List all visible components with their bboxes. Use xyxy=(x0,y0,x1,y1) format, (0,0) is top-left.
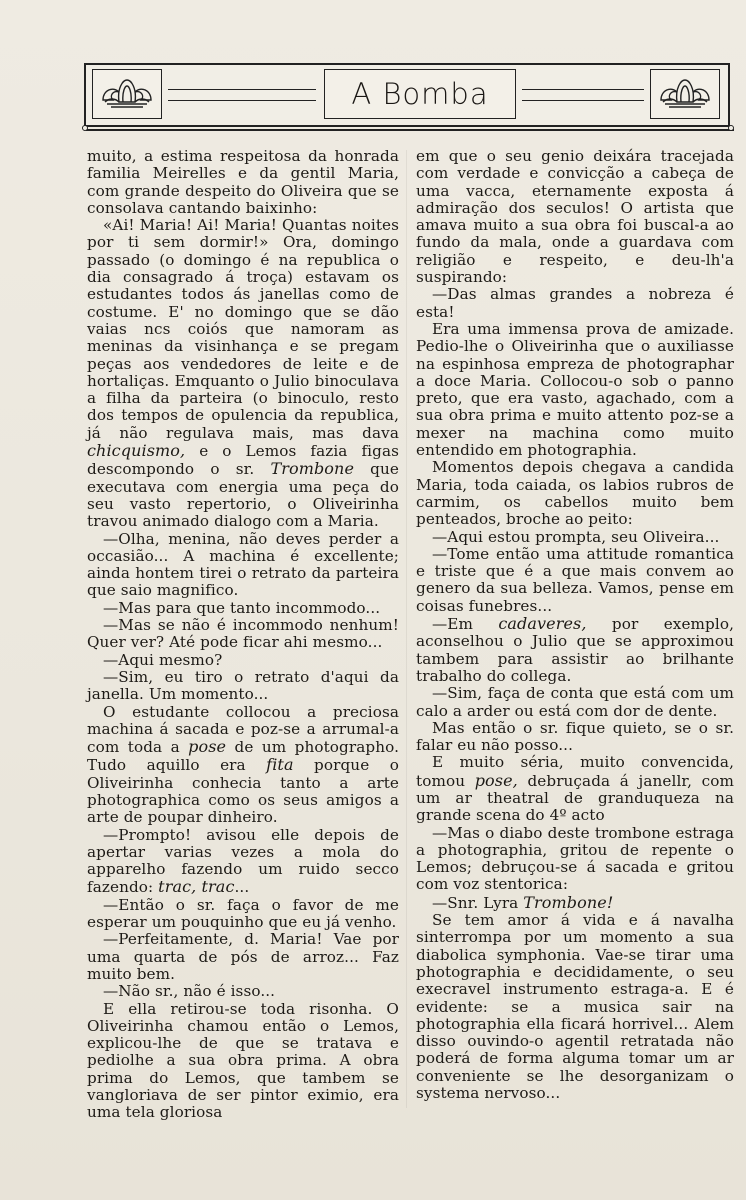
right-rule-bars xyxy=(522,89,644,101)
paragraph xyxy=(87,669,399,704)
column-gutter xyxy=(406,150,407,1108)
right-ornament-box xyxy=(650,69,720,119)
text-run: —Tome então uma attitude romantica e triste que é a que mais convem ao genero da sua belleza. Vamos, pense em coisas funebres... xyxy=(416,544,734,615)
masthead-left-dot xyxy=(82,125,88,131)
masthead-underline xyxy=(86,129,734,131)
italic-phrase: Trombone xyxy=(270,459,355,479)
text-run: e o Lemos fazia figas descompondo o sr. xyxy=(87,442,399,479)
text-run: —Aqui mesmo? xyxy=(103,650,223,669)
paragraph xyxy=(416,754,734,824)
italic-phrase: pose, xyxy=(474,770,518,790)
masthead-banner xyxy=(84,63,732,133)
text-run: que executava com energia uma peça do seu vasto repertorio, o Oliveirinha travou animado dialogo com a Maria. xyxy=(87,460,399,531)
text-run: —Aqui estou prompta, seu Oliveira... xyxy=(432,527,720,546)
text-run: —Em xyxy=(432,615,499,634)
paragraph xyxy=(87,600,399,617)
text-run: Momentos depois chegava a candida Maria, toda caiada, os labios rubros de carmim, os cabellos muito bem penteados, broche ao peito: xyxy=(416,458,734,529)
paragraph xyxy=(416,615,734,685)
paragraph xyxy=(87,931,399,983)
italic-phrase: fita xyxy=(266,755,294,775)
italic-phrase: cadaveres, xyxy=(498,614,587,634)
paragraph xyxy=(416,894,734,912)
text-run: —Então o sr. faça o favor de me esperar um pouquinho que eu já venho. xyxy=(87,895,399,932)
paragraph xyxy=(416,685,734,720)
text-run: em que o seu genio deixára tracejada com verdade e convicção a cabeça de uma vacca, eternamente exposta á admiração dos seculos! O artista que amava muito a sua obra foi buscal-a ao fundo da mala, onde a guardava com religião e respeito, e deu-lh'a suspirando: xyxy=(416,147,734,287)
text-run: —Sim, eu tiro o retrato d'aqui da janella. Um momento... xyxy=(87,667,399,704)
text-run: muito, a estima respeitosa da honrada familia Meirelles e da gentil Maria, com grande despeito do Oliveira que se consolava cantando baixinho: xyxy=(87,147,399,217)
masthead-right-dot xyxy=(728,125,734,131)
text-run: —Mas se não é incommodo nenhum! Quer ver? Até pode ficar ahi mesmo... xyxy=(87,616,399,652)
paragraph xyxy=(87,617,399,652)
italic-phrase: pose xyxy=(188,737,227,757)
flower-ornament-icon xyxy=(657,76,713,112)
text-run: Mas então o sr. fique quieto, se o sr. falar eu não posso... xyxy=(416,718,734,755)
text-run: «Ai! Maria! Ai! Maria! Quantas noites por ti sem dormir!» Ora, domingo passado (o domingo é na republica o dia consagrado á troça) estavam os estudantes todos ás janellas como de costume. E' no domingo que se dão vaias ncs coiós que namoram as meninas da visinhança e se pregam peças aos vendedores de leite e de hortaliças. Emquanto o Julio binoculava a filha da parteira (o binoculo, resto dos tempos de opulencia da republica, já não regulava mais, mas dava xyxy=(87,216,399,442)
paragraph xyxy=(87,217,399,530)
paragraph xyxy=(416,720,734,755)
masthead-title-box xyxy=(324,69,516,119)
italic-phrase: trac, trac xyxy=(158,877,235,897)
text-run: —Perfeitamente, d. Maria! Vae por uma quarta de pós de arroz... Faz muito bem. xyxy=(87,930,399,983)
paragraph xyxy=(87,1001,399,1122)
text-run: E muito séria, muito convencida, tomou xyxy=(416,753,734,790)
masthead-title: A Bomba xyxy=(351,77,489,111)
text-run: —Das almas grandes a nobreza é esta! xyxy=(416,285,734,321)
left-ornament-box xyxy=(92,69,162,119)
text-run: por exemplo, aconselhou o Julio que se approximou tambem para assistir ao brilhante trabalho do collega. xyxy=(416,615,734,685)
text-run: Se tem amor á vida e á navalha sinterrompa por um momento a sua diabolica symphonia. Vae-se tirar uma photographia e decididamente, o seu execravel instrumento estraga-a. E é evidente: se a musica sair na photographia ella ficará horrivel... Alem disso ouvindo-o agentil retratada não poderá de forma alguma tomar um ar conveniente se lhe desorganizam o systema nervoso... xyxy=(416,911,734,1103)
italic-phrase: chicquismo, xyxy=(87,441,186,461)
paragraph xyxy=(87,704,399,827)
text-run: —Sim, faça de conta que está com um calo a arder ou está com dor de dente. xyxy=(416,684,734,720)
text-run: —Mas para que tanto incommodo... xyxy=(103,598,381,617)
text-run: O estudante collocou a preciosa machina á sacada e poz-se a arrumal-a com toda a xyxy=(87,702,399,757)
paragraph xyxy=(416,459,734,528)
paragraph xyxy=(87,827,399,897)
text-run: porque o Oliveirinha conhecia tanto a arte photographica como os seus amigos a arte de poupar dinheiro. xyxy=(87,756,399,827)
text-run: —Olha, menina, não deves perder a occasião... A machina é excellente; ainda hontem tirei o retrato da parteira que saio magnifico. xyxy=(87,529,399,600)
left-rule-bars xyxy=(168,89,316,101)
text-run: E ella retirou-se toda risonha. O Oliveirinha chamou então o Lemos, explicou-lhe de que se tratava e pediolhe a sua obra prima. A obra prima do Lemos, que tambem se vangloriava de ser pintor eximio, era uma tela gloriosa xyxy=(87,999,399,1122)
text-run: ... xyxy=(234,878,250,897)
paragraph xyxy=(416,529,734,546)
paragraph xyxy=(416,912,734,1102)
paragraph xyxy=(416,148,734,286)
paragraph xyxy=(416,546,734,615)
flower-ornament-icon xyxy=(99,76,155,112)
text-run: —Mas o diabo deste trombone estraga a photographia, gritou de repente o Lemos; debruçou-se á sacada e gritou com voz stentorica: xyxy=(416,823,734,894)
paragraph xyxy=(87,983,399,1000)
paragraph xyxy=(416,286,734,321)
paragraph xyxy=(87,897,399,932)
text-run: Era uma immensa prova de amizade. Pedio-lhe o Oliveirinha que o auxiliasse na espinhosa empreza de photographar a doce Maria. Collocou-o sob o panno preto, que era vasto, agachado, com a sua obra prima e muito attento poz-se a mexer na machina como muito entendido em photographia. xyxy=(416,319,734,460)
paragraph xyxy=(87,531,399,600)
text-run: —Snr. Lyra xyxy=(432,893,524,912)
paragraph xyxy=(416,321,734,459)
text-run: de um photographo. Tudo aquillo era xyxy=(87,738,399,775)
paragraph xyxy=(87,652,399,669)
text-run: —Prompto! avisou elle depois de apertar varias vezes a mola do apparelho fazendo um ruido secco fazendo: xyxy=(87,825,399,897)
paragraph xyxy=(416,825,734,894)
left-text-column xyxy=(87,148,399,1122)
text-run: debruçada á janellr, com um ar theatral de granduqueza na grande scena do 4º acto xyxy=(416,771,734,825)
paragraph xyxy=(87,148,399,217)
italic-phrase: Trombone! xyxy=(523,892,614,912)
text-run: —Não sr., não é isso... xyxy=(103,982,276,1001)
right-text-column xyxy=(416,148,734,1102)
